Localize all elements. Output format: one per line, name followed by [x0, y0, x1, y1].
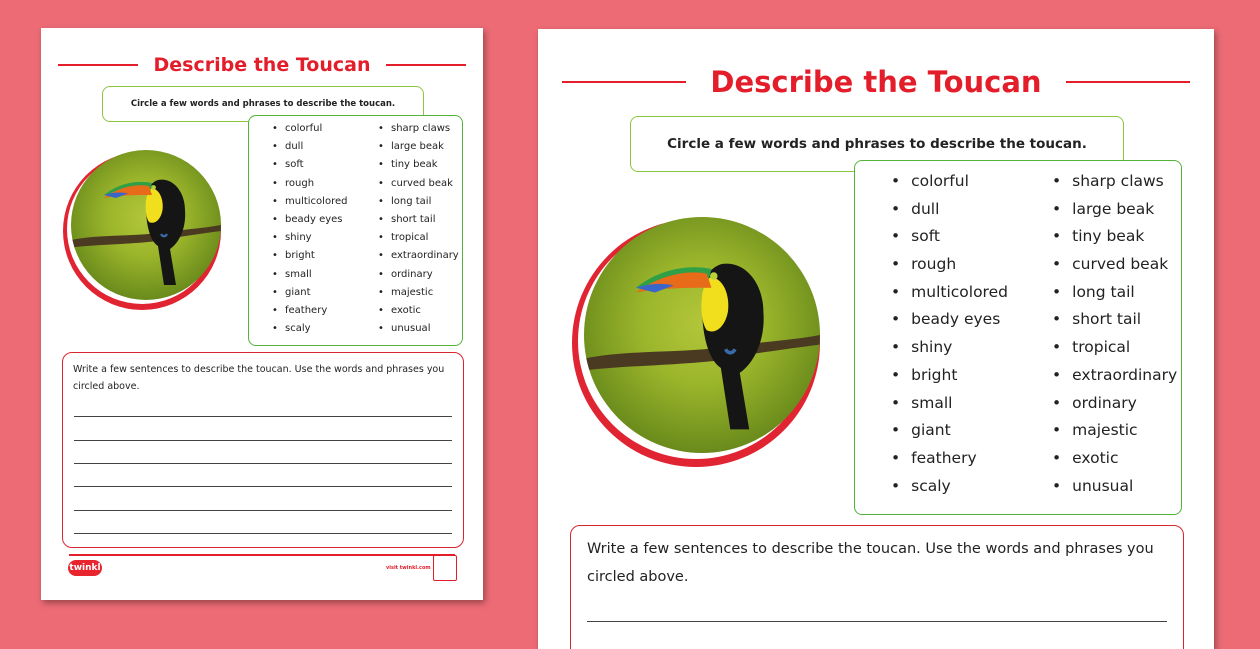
- footer-url[interactable]: visit twinkl.com: [386, 565, 431, 571]
- page-title: Describe the Toucan: [153, 54, 371, 76]
- word-item[interactable]: • unusual: [1052, 473, 1177, 501]
- word-item[interactable]: • rough: [891, 251, 1008, 279]
- twinkl-logo[interactable]: twinkl: [68, 560, 102, 576]
- word-item[interactable]: • shiny: [891, 334, 1008, 362]
- word-item[interactable]: • multicolored: [891, 279, 1008, 307]
- word-item[interactable]: • beady eyes: [891, 306, 1008, 334]
- word-item[interactable]: • dull: [891, 196, 1008, 224]
- word-column-left: [891, 168, 1008, 500]
- toucan-image: [71, 150, 221, 300]
- instruction-text: Circle a few words and phrases to describe the toucan.: [130, 99, 396, 109]
- word-item[interactable]: • curved beak: [378, 175, 459, 193]
- writing-prompt: [587, 535, 1177, 591]
- word-item[interactable]: • large beak: [378, 138, 459, 156]
- word-column-right: [378, 120, 459, 338]
- word-item[interactable]: • ordinary: [378, 266, 459, 284]
- toucan-image: [584, 217, 820, 453]
- word-item[interactable]: • extraordinary: [378, 247, 459, 265]
- worksheet-main: [538, 29, 1214, 649]
- word-item[interactable]: • extraordinary: [1052, 362, 1177, 390]
- word-item[interactable]: • rough: [272, 175, 347, 193]
- writing-line[interactable]: [74, 486, 452, 487]
- footer-rule: [69, 554, 455, 556]
- writing-prompt-line: circled above.: [587, 569, 689, 585]
- word-item[interactable]: • soft: [272, 156, 347, 174]
- word-item[interactable]: • beady eyes: [272, 211, 347, 229]
- word-list-box: [248, 115, 463, 346]
- word-item[interactable]: • feathery: [891, 445, 1008, 473]
- writing-box: [62, 352, 464, 548]
- toucan-photo-frame: [568, 213, 818, 463]
- word-item[interactable]: • long tail: [378, 193, 459, 211]
- word-item[interactable]: • ordinary: [1052, 390, 1177, 418]
- word-item[interactable]: • scaly: [891, 473, 1008, 501]
- title-rule-left: [58, 64, 138, 66]
- writing-line[interactable]: [74, 510, 452, 511]
- word-item[interactable]: • bright: [891, 362, 1008, 390]
- instruction-text: Circle a few words and phrases to describe the toucan.: [667, 136, 1087, 152]
- badge-icon: [433, 555, 457, 581]
- toucan-photo: [71, 150, 221, 300]
- word-item[interactable]: • colorful: [891, 168, 1008, 196]
- word-item[interactable]: • small: [272, 266, 347, 284]
- writing-prompt-line: Write a few sentences to describe the toucan. Use the words and phrases you: [587, 541, 1154, 557]
- title-rule-right: [386, 64, 466, 66]
- word-item[interactable]: • bright: [272, 247, 347, 265]
- writing-prompt: Write a few sentences to describe the toucan. Use the words and phrases you circled above.: [73, 364, 445, 392]
- writing-line[interactable]: [587, 621, 1167, 622]
- writing-line[interactable]: [74, 463, 452, 464]
- word-item[interactable]: • tiny beak: [1052, 223, 1177, 251]
- word-item[interactable]: • giant: [891, 417, 1008, 445]
- word-item[interactable]: • exotic: [1052, 445, 1177, 473]
- word-item[interactable]: • long tail: [1052, 279, 1177, 307]
- word-item[interactable]: • short tail: [1052, 306, 1177, 334]
- title-rule-left: [562, 81, 686, 83]
- word-item[interactable]: • tiny beak: [378, 156, 459, 174]
- writing-line[interactable]: [74, 416, 452, 417]
- word-item[interactable]: • colorful: [272, 120, 347, 138]
- page-title: Describe the Toucan: [710, 65, 1042, 99]
- writing-line[interactable]: [74, 440, 452, 441]
- word-item[interactable]: • sharp claws: [1052, 168, 1177, 196]
- word-item[interactable]: • large beak: [1052, 196, 1177, 224]
- word-item[interactable]: • curved beak: [1052, 251, 1177, 279]
- word-item[interactable]: • small: [891, 390, 1008, 418]
- title-rule-right: [1066, 81, 1190, 83]
- word-item[interactable]: • dull: [272, 138, 347, 156]
- word-column-right: [1052, 168, 1177, 500]
- word-item[interactable]: • shiny: [272, 229, 347, 247]
- word-item[interactable]: • short tail: [378, 211, 459, 229]
- title-row: [538, 65, 1214, 99]
- word-item[interactable]: • multicolored: [272, 193, 347, 211]
- word-item[interactable]: • soft: [891, 223, 1008, 251]
- word-item[interactable]: • sharp claws: [378, 120, 459, 138]
- word-item[interactable]: • majestic: [378, 284, 459, 302]
- word-item[interactable]: • scaly: [272, 320, 347, 338]
- worksheet-thumbnail: [41, 28, 483, 600]
- word-item[interactable]: • tropical: [1052, 334, 1177, 362]
- word-item[interactable]: • giant: [272, 284, 347, 302]
- word-list-box: [854, 160, 1182, 515]
- toucan-photo-frame: [61, 146, 221, 306]
- word-item[interactable]: • exotic: [378, 302, 459, 320]
- writing-line[interactable]: [74, 533, 452, 534]
- toucan-photo: [584, 217, 820, 453]
- word-column-left: [272, 120, 347, 338]
- title-row: [41, 54, 483, 76]
- writing-box: [570, 525, 1184, 649]
- word-item[interactable]: • unusual: [378, 320, 459, 338]
- word-item[interactable]: • majestic: [1052, 417, 1177, 445]
- word-item[interactable]: • feathery: [272, 302, 347, 320]
- word-item[interactable]: • tropical: [378, 229, 459, 247]
